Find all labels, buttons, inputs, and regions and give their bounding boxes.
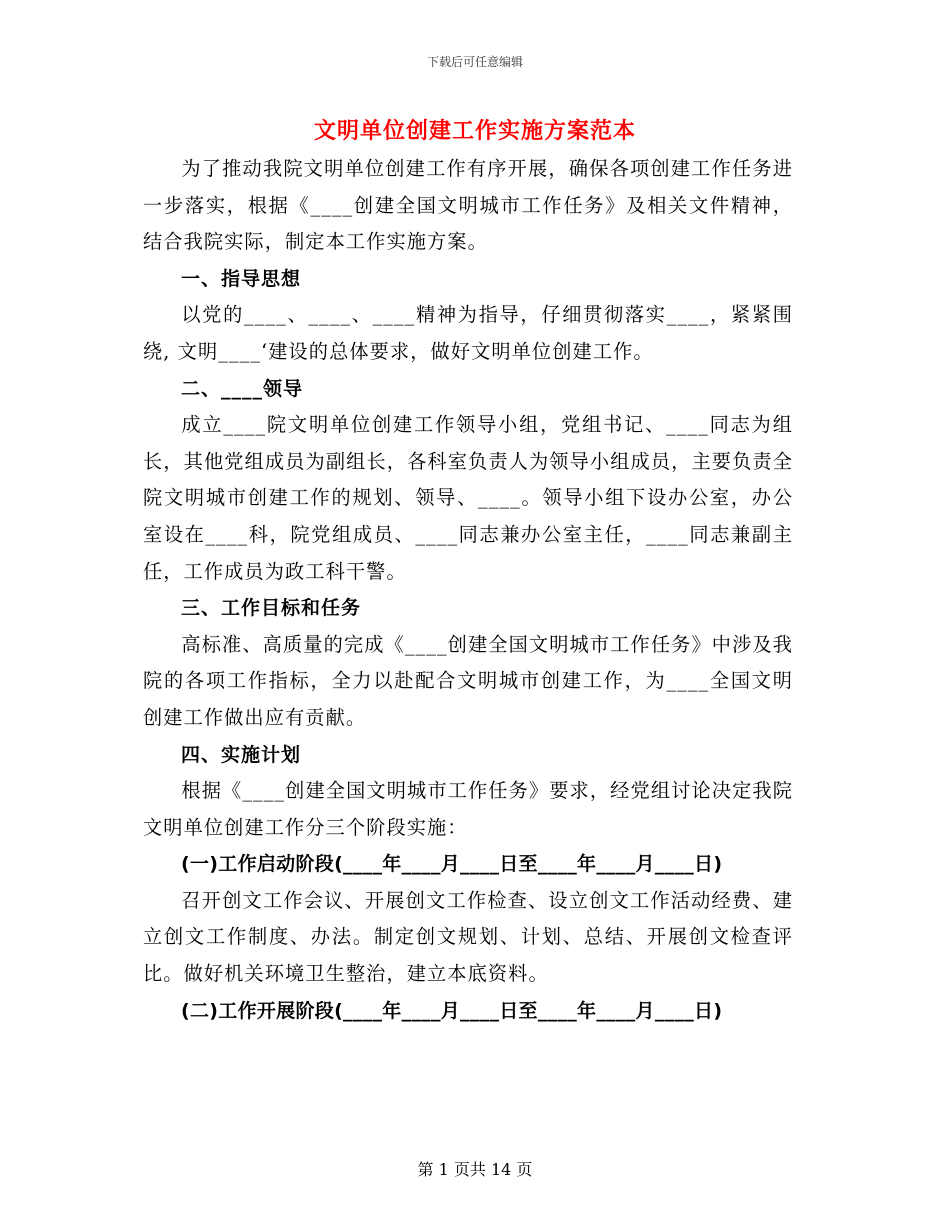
stage-1-heading: (一)工作启动阶段(____年____月____日至____年____月____日) bbox=[181, 853, 723, 876]
stage-1-paragraph: 召开创文工作会议、开展创文工作检查、设立创文工作活动经费、建立创文工作制度、办法。制定创文规划、计划、总结、开展创文检查评比。做好机关环境卫生整治，建立本底资料。 bbox=[143, 888, 793, 986]
intro-paragraph: 为了推动我院文明单位创建工作有序开展，确保各项创建工作任务进一步落实，根据《____创建全国文明城市工作任务》及相关文件精神，结合我院实际，制定本工作实施方案。 bbox=[143, 157, 793, 254]
section-1-paragraph: 以党的____、____、____精神为指导，仔细贯彻落实____，紧紧围绕, 文明____‘建设的总体要求，做好文明单位创建工作。 bbox=[143, 303, 793, 363]
section-1-heading: 一、指导思想 bbox=[181, 267, 302, 290]
document-body bbox=[143, 151, 793, 1029]
document-title: 文明单位创建工作实施方案范本 bbox=[313, 118, 636, 144]
page-footer: 第 1 页共 14 页 bbox=[417, 1160, 533, 1179]
section-3-heading: 三、工作目标和任务 bbox=[181, 597, 362, 620]
section-2-paragraph: 成立____院文明单位创建工作领导小组，党组书记、____同志为组长，其他党组成员为副组长，各科室负责人为领导小组成员，主要负责全院文明城市创建工作的规划、领导、____。领导小组下设办公室，办公室设在____科，院党组成员、____同志兼办公室主任，____同志兼副主任，工作成员为政工科干警。 bbox=[143, 413, 793, 583]
section-3-paragraph: 高标准、高质量的完成《____创建全国文明城市工作任务》中涉及我院的各项工作指标，全力以赴配合文明城市创建工作，为____全国文明创建工作做出应有贡献。 bbox=[143, 632, 793, 729]
section-4-paragraph: 根据《____创建全国文明城市工作任务》要求，经党组讨论决定我院文明单位创建工作分三个阶段实施： bbox=[143, 779, 793, 839]
section-2-heading: 二、____领导 bbox=[181, 377, 304, 400]
stage-2-heading: (二)工作开展阶段(____年____月____日至____年____月____日) bbox=[181, 999, 723, 1022]
header-note: 下载后可任意编辑 bbox=[426, 55, 523, 69]
section-4-heading: 四、实施计划 bbox=[181, 743, 302, 766]
